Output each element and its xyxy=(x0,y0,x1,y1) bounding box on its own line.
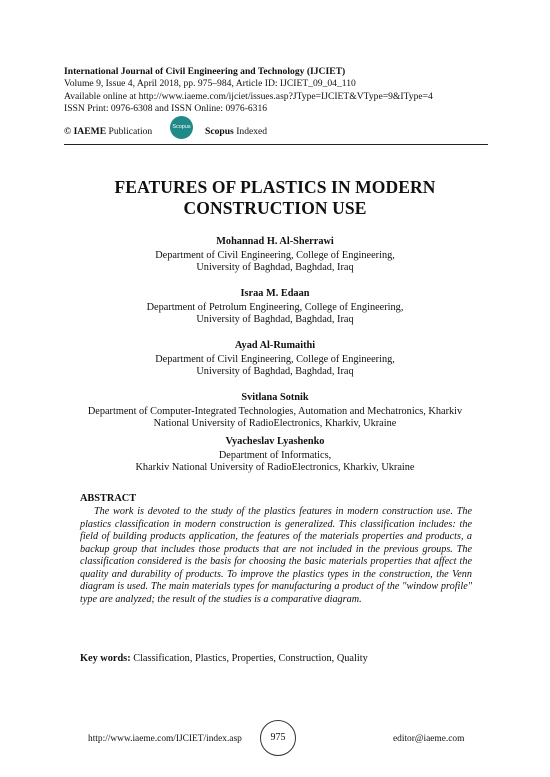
journal-header xyxy=(64,66,494,115)
availability-line: Available online at http://www.iaeme.com/ijciet/issues.asp?JType=IJCIET&VType=9&IType=4 xyxy=(64,90,433,102)
author-block xyxy=(20,288,530,327)
copyright-symbol: © xyxy=(64,126,72,137)
author-name: Vyacheslav Lyashenko xyxy=(225,436,325,447)
author-block xyxy=(20,340,530,379)
keywords-text: Classification, Plastics, Properties, Construction, Quality xyxy=(133,653,368,664)
header-divider xyxy=(64,144,488,145)
author-affiliation: University of Baghdad, Baghdad, Iraq xyxy=(196,314,354,326)
publisher-credit xyxy=(64,126,152,137)
title-line-1: FEATURES OF PLASTICS IN MODERN xyxy=(114,177,436,197)
keywords-label: Key words: xyxy=(80,653,131,664)
journal-name: International Journal of Civil Engineering and Technology (IJCIET) xyxy=(64,66,346,77)
publication-row xyxy=(64,123,494,141)
author-affiliation: Department of Computer-Integrated Technologies, Automation and Mechatronics, Kharkiv xyxy=(87,405,463,417)
indexed-credit xyxy=(205,126,267,137)
abstract-heading: ABSTRACT xyxy=(80,493,137,504)
scopus-logo-icon: Scopus xyxy=(170,116,193,139)
author-affiliation: Department of Civil Engineering, College of Engineering, xyxy=(155,249,395,261)
footer-url-link[interactable]: http://www.iaeme.com/IJCIET/index.asp xyxy=(88,734,242,744)
author-affiliation: Department of Civil Engineering, College of Engineering, xyxy=(155,353,395,365)
author-affiliation: University of Baghdad, Baghdad, Iraq xyxy=(196,366,354,378)
abstract-body: The work is devoted to the study of the plastics features in modern construction use. The plastics classification in modern construction is generalized. This classification includes: the field of building products application, the features of the materials properties and products, a backup group that includes those products that are not included in the previous groups. The classification considered is the basis for choosing the basic materials properties that affect the quality and durability of products. To improve the plastics types in the construction, the Venn diagram is used. The main materials types for manufacturing a product of the "window profile" type are analyzed; the result of the studies is a comparative diagram. xyxy=(80,506,472,605)
page-number: 975 xyxy=(260,720,296,756)
indexed-brand: Scopus xyxy=(205,126,234,137)
author-affiliation: Department of Informatics, xyxy=(218,449,332,461)
indexed-word: Indexed xyxy=(236,126,268,137)
author-name: Israa M. Edaan xyxy=(240,288,310,299)
author-name: Mohannad H. Al-Sherrawi xyxy=(216,236,334,247)
paper-title xyxy=(40,177,510,219)
volume-info: Volume 9, Issue 4, April 2018, pp. 975–984, Article ID: IJCIET_09_04_110 xyxy=(64,78,356,90)
title-line-2: CONSTRUCTION USE xyxy=(183,198,367,218)
author-affiliation: University of Baghdad, Baghdad, Iraq xyxy=(196,262,354,274)
author-name: Ayad Al-Rumaithi xyxy=(234,340,316,351)
author-name: Svitlana Sotnik xyxy=(241,392,309,403)
author-block xyxy=(20,436,530,475)
author-block xyxy=(20,236,530,275)
page-footer xyxy=(0,720,550,752)
publisher-name: IAEME xyxy=(73,126,107,137)
keywords-line xyxy=(80,653,480,664)
author-affiliation: Kharkiv National University of RadioElectronics, Kharkiv, Ukraine xyxy=(135,462,415,474)
author-affiliation: Department of Petrolum Engineering, College of Engineering, xyxy=(146,301,404,313)
publication-word: Publication xyxy=(108,126,153,137)
author-block xyxy=(20,392,530,431)
footer-email-link[interactable]: editor@iaeme.com xyxy=(393,734,465,744)
author-affiliation: National University of RadioElectronics, Kharkiv, Ukraine xyxy=(153,418,397,430)
issn-line: ISSN Print: 0976-6308 and ISSN Online: 0976-6316 xyxy=(64,102,268,114)
